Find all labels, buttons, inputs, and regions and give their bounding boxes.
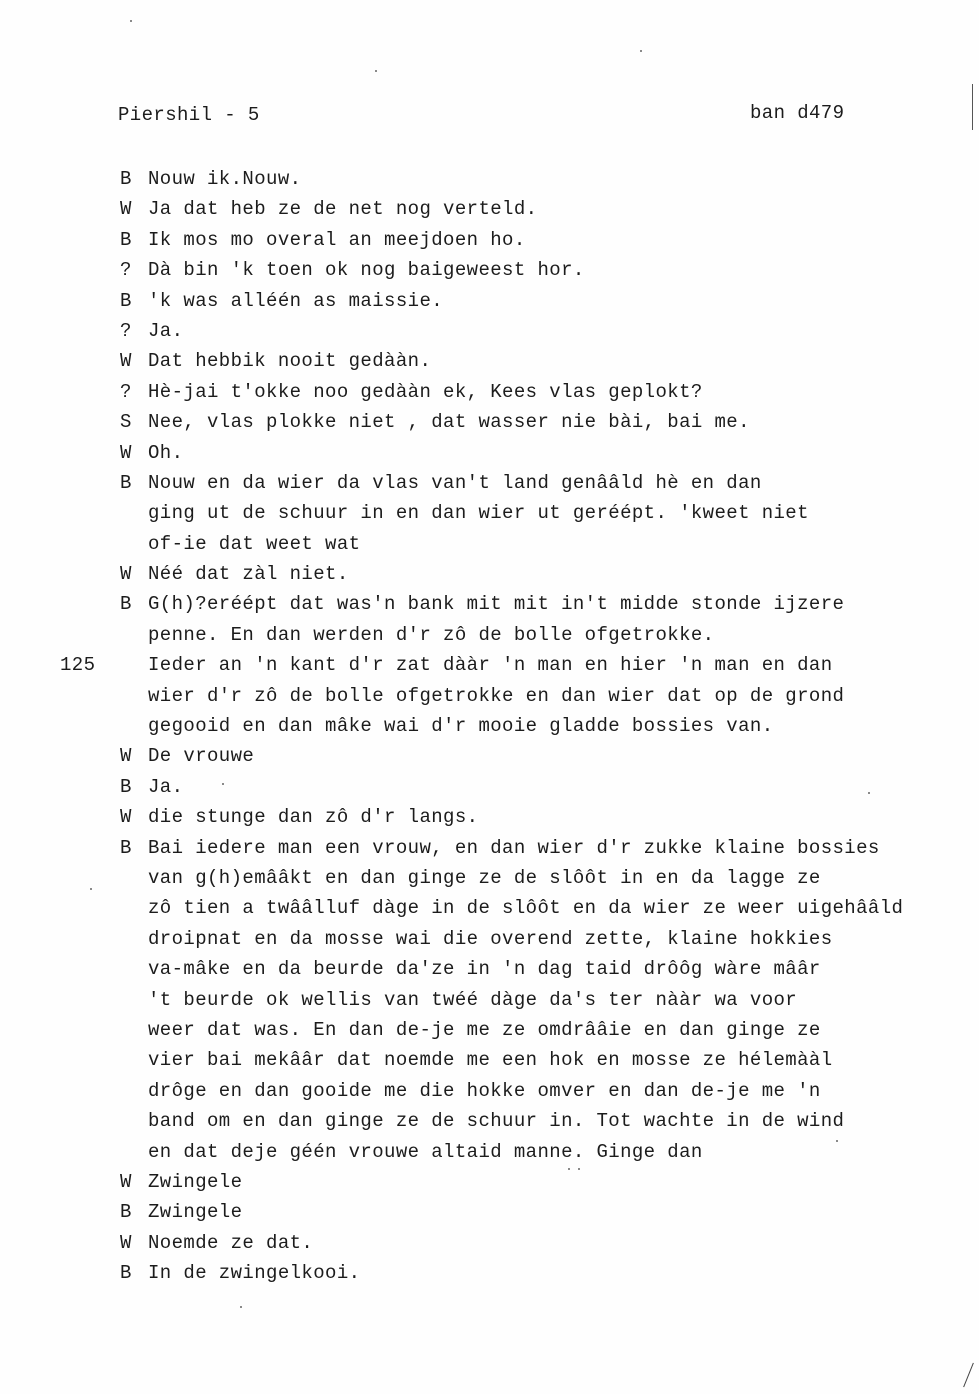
scan-corner-mark: [963, 1363, 974, 1387]
transcript-line: Oh.: [148, 441, 184, 464]
dialogue-entry: [0, 772, 948, 802]
speaker-label: ?: [120, 319, 132, 342]
dialogue-entry: [0, 468, 948, 559]
dialogue-entry: [0, 438, 948, 468]
transcript-line: Hè-jai t'okke noo gedààn ek, Kees vlas geplokt?: [148, 380, 703, 403]
transcript-line: gegooid en dan mâke wai d'r mooie gladde bossies van.: [148, 715, 774, 738]
transcript-line: va-mâke en da beurde da'ze in 'n dag taid drôôg wàre mââr: [148, 958, 821, 981]
speaker-label: W: [120, 441, 132, 464]
dialogue-entry: [0, 255, 948, 285]
dialogue-entry: [0, 286, 948, 316]
dialogue-entry: [0, 407, 948, 437]
scan-speck: [90, 888, 92, 890]
dialogue-entry: [0, 316, 948, 346]
speaker-label: W: [120, 350, 132, 373]
speaker-label: ?: [120, 259, 132, 282]
speaker-label: W: [120, 198, 132, 221]
transcript-line: penne. En dan werden d'r zô de bolle ofgetrokke.: [148, 623, 715, 646]
scan-speck: [568, 1168, 570, 1170]
transcript-line: die stunge dan zô d'r langs.: [148, 806, 479, 829]
scan-speck: [375, 70, 377, 72]
dialogue-entry: [0, 194, 948, 224]
transcript-line: G(h)?eréépt dat was'n bank mit mit in't midde stonde ijzere: [148, 593, 845, 616]
transcript-line: drôge en dan gooide me die hokke omver en dan de-je me 'n: [148, 1079, 821, 1102]
speaker-label: B: [120, 289, 132, 312]
speaker-label: W: [120, 1231, 132, 1254]
transcript-line: Ja dat heb ze de net nog verteld.: [148, 198, 538, 221]
transcript-line: zô tien a twââlluf dàge in de slôôt en da wier ze weer uigehââld: [148, 897, 904, 920]
scan-speck: [640, 50, 642, 52]
scan-edge-mark: [972, 84, 973, 130]
transcript-line: Dat hebbik nooit gedààn.: [148, 350, 432, 373]
transcript-line: ging ut de schuur in en dan wier ut geréépt. 'kweet niet: [148, 502, 809, 525]
dialogue-entry: [0, 164, 948, 194]
dialogue-entry: [0, 802, 948, 832]
transcript-line: Nouw ik.Nouw.: [148, 168, 302, 190]
speaker-label: W: [120, 1170, 132, 1193]
speaker-label: S: [120, 411, 132, 434]
dialogue-entry: [0, 377, 948, 407]
transcript-line: Noemde ze dat.: [148, 1231, 314, 1254]
transcript-line: Ja.: [148, 775, 184, 798]
transcript-line: Zwingele: [148, 1170, 243, 1193]
transcript-line: vier bai mekââr dat noemde me een hok en mosse ze hélemààl: [148, 1049, 833, 1072]
scan-speck: [868, 792, 870, 794]
dialogue-entry: [0, 833, 948, 1167]
speaker-label: B: [120, 593, 132, 616]
transcript-line: 'k was alléén as maissie.: [148, 289, 444, 312]
speaker-label: W: [120, 745, 132, 768]
transcript-line: Ieder an 'n kant d'r zat dààr 'n man en hier 'n man en dan: [148, 654, 833, 677]
transcript-line: van g(h)emââkt en dan ginge ze de slôôt in en da lagge ze: [148, 866, 821, 889]
dialogue-entry: [0, 346, 948, 376]
transcript-line: Bai iedere man een vrouw, en dan wier d'r zukke klaine bossies: [148, 836, 880, 859]
transcript-line: In de zwingelkooi.: [148, 1262, 361, 1285]
transcript-line: droipnat en da mosse wai die overend zette, klaine hokkies: [148, 927, 833, 950]
scan-speck: [130, 20, 132, 22]
transcript-line: band om en dan ginge ze de schuur in. Tot wachte in de wind: [148, 1110, 845, 1133]
page-title: Piershil - 5: [118, 104, 260, 126]
transcript-line: en dat deje géén vrouwe altaid manne. Ginge dan: [148, 1140, 703, 1163]
transcript-line: Nee, vlas plokke niet , dat wasser nie bài, bai me.: [148, 411, 750, 434]
scan-speck: [836, 1140, 838, 1142]
speaker-label: B: [120, 1201, 132, 1224]
transcript-line: Nouw en da wier da vlas van't land genââld hè en dan: [148, 471, 762, 494]
transcript-line: Zwingele: [148, 1201, 243, 1224]
speaker-label: B: [120, 228, 132, 251]
scan-speck: [222, 783, 224, 785]
transcript-line: of-ie dat weet wat: [148, 532, 361, 555]
dialogue-entry: [0, 650, 948, 741]
transcript-line: Néé dat zàl niet.: [148, 563, 349, 586]
dialogue-entry: [0, 589, 948, 650]
speaker-label: W: [120, 806, 132, 829]
transcript-line: Dà bin 'k toen ok nog baigeweest hor.: [148, 259, 585, 282]
transcript-line: 't beurde ok wellis van twéé dàge da's ter nààr wa voor: [148, 988, 798, 1011]
dialogue-entry: [0, 559, 948, 589]
speaker-label: ?: [120, 380, 132, 403]
dialogue-entry: [0, 741, 948, 771]
speaker-label: B: [120, 1262, 132, 1285]
transcript-line: Ja.: [148, 319, 184, 342]
scan-speck: [240, 1306, 242, 1308]
transcript-line: Ik mos mo overal an meejdoen ho.: [148, 228, 526, 251]
dialogue-entry: [0, 1228, 948, 1258]
transcript-line: De vrouwe: [148, 745, 255, 768]
transcript: [0, 164, 979, 1288]
speaker-label: B: [120, 168, 132, 190]
speaker-label: W: [120, 563, 132, 586]
dialogue-entry: [0, 1258, 948, 1288]
tape-reference: ban d479: [750, 102, 845, 124]
dialogue-entry: [0, 1167, 948, 1197]
speaker-label: B: [120, 775, 132, 798]
scan-speck: [578, 1168, 580, 1170]
speaker-label: B: [120, 471, 132, 494]
dialogue-entry: [0, 225, 948, 255]
transcript-line: wier d'r zô de bolle ofgetrokke en dan wier dat op de grond: [148, 684, 845, 707]
transcript-line: weer dat was. En dan de-je me ze omdrââie en dan ginge ze: [148, 1018, 821, 1041]
line-number: 125: [60, 654, 96, 677]
dialogue-entry: [0, 1197, 948, 1227]
speaker-label: B: [120, 836, 132, 859]
